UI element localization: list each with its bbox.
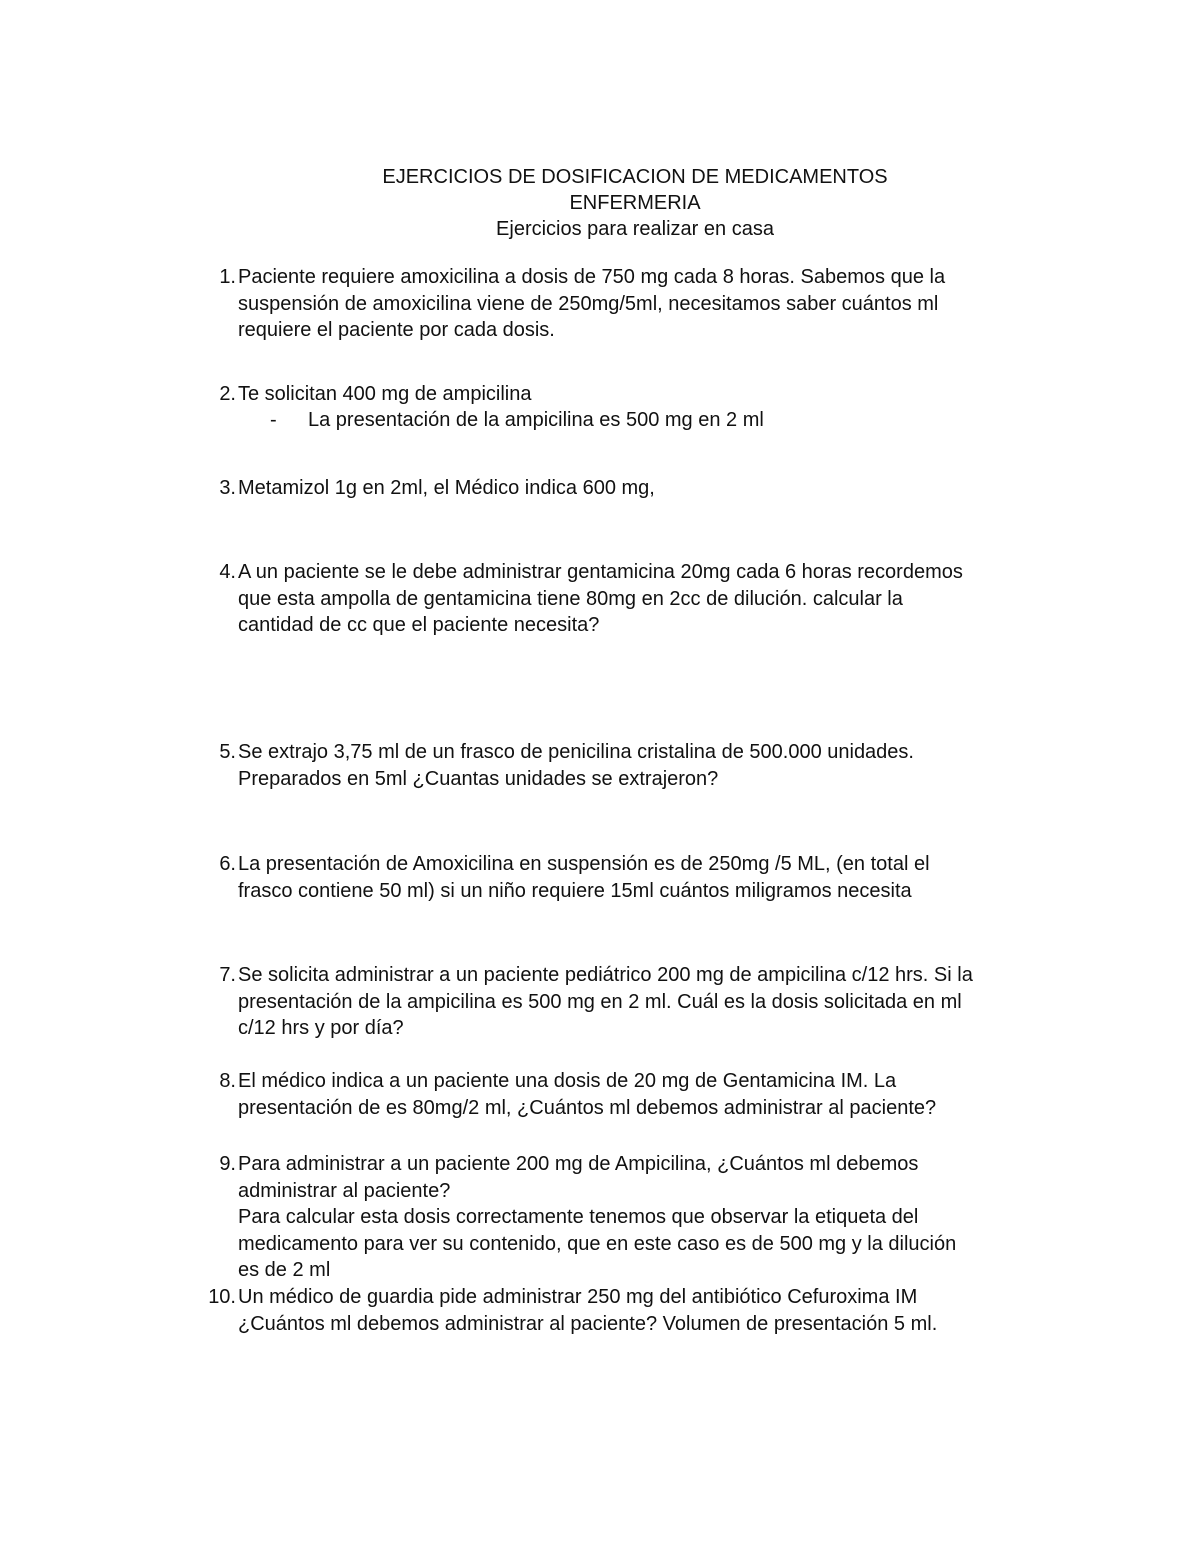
exercise-number: 10. [208, 1286, 236, 1308]
exercise-line: Preparados en 5ml ¿Cuantas unidades se extrajeron? [238, 767, 719, 790]
exercise-number: 6. [219, 853, 236, 875]
exercise-line: Se solicita administrar a un paciente pediátrico 200 mg de ampicilina c/12 hrs. Si la [238, 964, 973, 986]
exercise-line: requiere el paciente por cada dosis. [238, 319, 555, 341]
exercise-line: administrar al paciente? [238, 1179, 451, 1202]
exercise-number: 9. [219, 1153, 236, 1175]
exercise-number: 8. [219, 1070, 236, 1092]
exercise-line: Para calcular esta dosis correctamente tenemos que observar la etiqueta del [238, 1206, 919, 1228]
exercise-line: ¿Cuántos ml debemos administrar al paciente? Volumen de presentación 5 ml. [238, 1312, 938, 1335]
exercise-line: La presentación de Amoxicilina en suspensión es de 250mg /5 ML, (en total el [238, 853, 930, 875]
exercise-line: suspensión de amoxicilina viene de 250mg/5ml, necesitamos saber cuántos ml [238, 292, 939, 315]
document-note: Ejercicios para realizar en casa [496, 218, 774, 240]
exercise-number: 5. [219, 741, 236, 763]
exercise-line: medicamento para ver su contenido, que en este caso es de 500 mg y la dilución [238, 1232, 957, 1255]
document-title: EJERCICIOS DE DOSIFICACION DE MEDICAMENTOS [382, 166, 888, 188]
exercise-line: A un paciente se le debe administrar gentamicina 20mg cada 6 horas recordemos [238, 561, 963, 583]
exercise-number: 2. [219, 383, 236, 405]
exercise-number: 4. [219, 561, 236, 583]
exercise-line: El médico indica a un paciente una dosis de 20 mg de Gentamicina IM. La [238, 1070, 897, 1092]
exercise-line: frasco contiene 50 ml) si un niño requiere 15ml cuántos miligramos necesita [238, 879, 912, 902]
exercise-line: Metamizol 1g en 2ml, el Médico indica 600 mg, [238, 477, 655, 499]
exercise-line: Te solicitan 400 mg de ampicilina [238, 383, 532, 405]
sub-bullet-dash: - [270, 409, 277, 431]
exercise-line: Paciente requiere amoxicilina a dosis de 750 mg cada 8 horas. Sabemos que la [238, 266, 946, 288]
exercise-number: 1. [219, 266, 236, 288]
sub-item-text: La presentación de la ampicilina es 500 mg en 2 ml [308, 409, 764, 431]
exercise-line: es de 2 ml [238, 1259, 331, 1281]
exercise-2-sub-item [270, 407, 764, 433]
exercise-line: c/12 hrs y por día? [238, 1017, 404, 1039]
exercise-line: cantidad de cc que el paciente necesita? [238, 614, 600, 636]
exercise-number: 7. [219, 964, 236, 986]
exercise-line: presentación de la ampicilina es 500 mg en 2 ml. Cuál es la dosis solicitada en ml [238, 990, 962, 1013]
exercise-line: presentación de es 80mg/2 ml, ¿Cuántos ml debemos administrar al paciente? [238, 1096, 937, 1119]
exercise-line: que esta ampolla de gentamicina tiene 80mg en 2cc de dilución. calcular la [238, 587, 903, 610]
exercise-number: 3. [219, 477, 236, 499]
exercise-line: Se extrajo 3,75 ml de un frasco de penicilina cristalina de 500.000 unidades. [238, 741, 914, 763]
exercise-line: Para administrar a un paciente 200 mg de Ampicilina, ¿Cuántos ml debemos [238, 1153, 919, 1175]
exercise-line: Un médico de guardia pide administrar 250 mg del antibiótico Cefuroxima IM [238, 1286, 918, 1308]
document-subtitle: ENFERMERIA [569, 192, 701, 214]
